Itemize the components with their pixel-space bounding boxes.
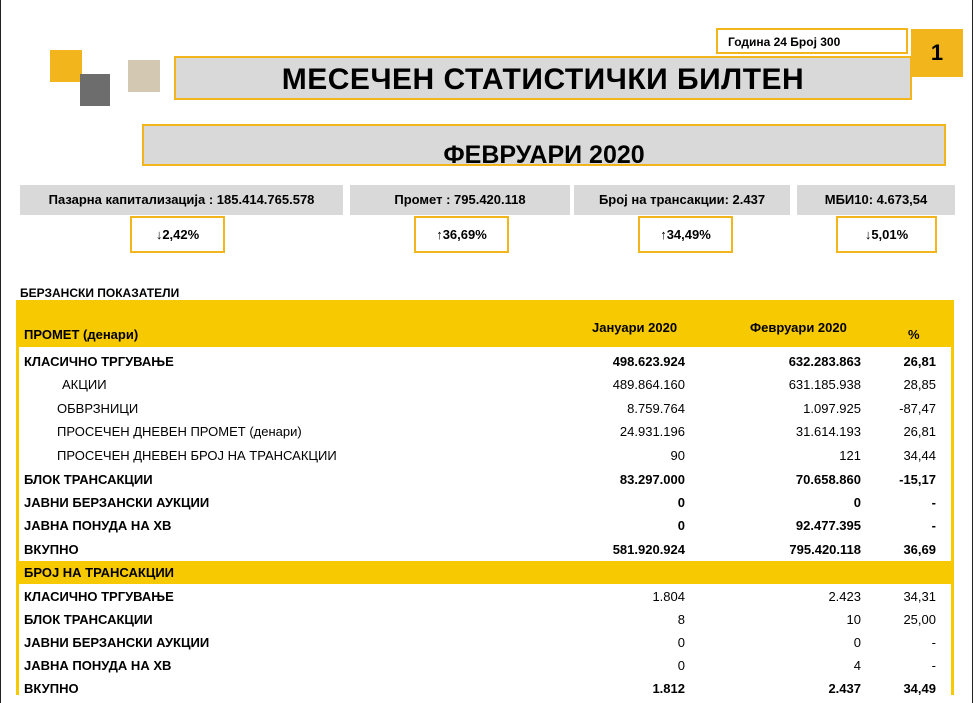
table-row — [19, 631, 951, 654]
kpi-market-cap-change: ↓2,42% — [130, 216, 225, 253]
row-february: 0 — [853, 635, 861, 650]
table-row — [19, 677, 951, 700]
row-percent: - — [931, 518, 936, 533]
row-percent: - — [931, 658, 936, 673]
row-label: ОБВРЗНИЦИ — [57, 401, 139, 416]
row-label: АКЦИИ — [62, 377, 107, 392]
row-january: 581.920.924 — [612, 542, 685, 557]
kpi-mbi10-change: ↓5,01% — [836, 216, 937, 253]
row-january: 0 — [677, 658, 685, 673]
table-row — [19, 585, 951, 608]
table-row — [19, 514, 951, 537]
month-title: ФЕВРУАРИ 2020 — [142, 124, 946, 166]
row-percent: 28,85 — [903, 377, 936, 392]
table-section-band — [19, 561, 951, 584]
bulletin-title: МЕСЕЧЕН СТАТИСТИЧКИ БИЛТЕН — [174, 56, 912, 100]
row-january: 90 — [670, 448, 685, 463]
row-february: 70.658.860 — [795, 472, 861, 487]
row-percent: 36,69 — [903, 542, 936, 557]
row-label: ВКУПНО — [24, 681, 79, 696]
header-percent: % — [908, 327, 920, 342]
row-january: 0 — [677, 495, 685, 510]
header-january: Јануари 2020 — [592, 320, 678, 335]
kpi-mbi10: МБИ10: 4.673,54 — [797, 185, 955, 215]
row-january: 83.297.000 — [619, 472, 685, 487]
logo-square-gray — [80, 74, 110, 106]
row-february: 2.423 — [828, 589, 861, 604]
kpi-market-cap: Пазарна капитализација : 185.414.765.578 — [20, 185, 343, 215]
kpi-turnover: Промет : 795.420.118 — [350, 185, 570, 215]
row-label: ЈАВНИ БЕРЗАНСКИ АУКЦИИ — [24, 635, 210, 650]
table-row — [19, 538, 951, 561]
row-label: ВКУПНО — [24, 542, 79, 557]
page-number: 1 — [911, 29, 963, 77]
row-label: ПРОСЕЧЕН ДНЕВЕН БРОЈ НА ТРАНСАКЦИИ — [57, 448, 337, 463]
page-edge-right — [972, 0, 973, 703]
table-row — [19, 491, 951, 514]
issue-label: Година 24 Број 300 — [716, 28, 908, 54]
row-february: 795.420.118 — [789, 542, 861, 557]
table-header — [19, 303, 951, 347]
logo-square-beige — [128, 60, 160, 92]
row-february: 2.437 — [828, 681, 861, 696]
row-january: 8 — [677, 612, 685, 627]
row-label: ЈАВНА ПОНУДА НА ХВ — [24, 658, 172, 673]
table-row — [19, 397, 951, 420]
row-label: БРОЈ НА ТРАНСАКЦИИ — [24, 565, 175, 580]
row-percent: 34,49 — [903, 681, 936, 696]
table-row — [19, 444, 951, 467]
row-january: 1.812 — [652, 681, 685, 696]
row-january: 0 — [677, 518, 685, 533]
row-january: 0 — [677, 635, 685, 650]
table-row — [19, 654, 951, 677]
table-row — [19, 350, 951, 373]
row-percent: - — [931, 495, 936, 510]
row-percent: 26,81 — [903, 424, 936, 439]
row-february: 121 — [839, 448, 861, 463]
kpi-turnover-change: ↑36,69% — [414, 216, 509, 253]
row-january: 498.623.924 — [612, 354, 685, 369]
row-january: 1.804 — [652, 589, 685, 604]
row-label: ПРОСЕЧЕН ДНЕВЕН ПРОМЕТ (денари) — [57, 424, 302, 439]
row-percent: -15,17 — [899, 472, 936, 487]
row-label: ЈАВНИ БЕРЗАНСКИ АУКЦИИ — [24, 495, 210, 510]
header-turnover-label: ПРОМЕТ (денари) — [24, 327, 139, 342]
row-february: 4 — [853, 658, 861, 673]
row-february: 31.614.193 — [795, 424, 861, 439]
row-percent: 34,31 — [903, 589, 936, 604]
row-january: 8.759.764 — [627, 401, 685, 416]
row-label: БЛОК ТРАНСАКЦИИ — [24, 472, 153, 487]
row-percent: 25,00 — [903, 612, 936, 627]
table-row — [19, 420, 951, 443]
kpi-transactions-change: ↑34,49% — [638, 216, 733, 253]
row-percent: 34,44 — [903, 448, 936, 463]
row-february: 1.097.925 — [803, 401, 861, 416]
kpi-transactions: Број на трансакции: 2.437 — [574, 185, 790, 215]
section-label: БЕРЗАНСКИ ПОКАЗАТЕЛИ — [20, 286, 180, 300]
row-percent: 26,81 — [903, 354, 936, 369]
row-label: БЛОК ТРАНСАКЦИИ — [24, 612, 153, 627]
row-february: 10 — [846, 612, 861, 627]
header-february: Февруари 2020 — [750, 320, 847, 335]
stock-indicators-table — [16, 300, 954, 695]
row-percent: - — [931, 635, 936, 650]
row-label: КЛАСИЧНО ТРГУВАЊЕ — [24, 589, 174, 604]
row-february: 0 — [853, 495, 861, 510]
logo-square-yellow — [50, 50, 82, 82]
row-percent: -87,47 — [899, 401, 936, 416]
row-january: 24.931.196 — [619, 424, 685, 439]
row-label: КЛАСИЧНО ТРГУВАЊЕ — [24, 354, 174, 369]
row-label: ЈАВНА ПОНУДА НА ХВ — [24, 518, 172, 533]
row-february: 632.283.863 — [788, 354, 861, 369]
row-february: 92.477.395 — [795, 518, 861, 533]
table-row — [19, 373, 951, 396]
table-row — [19, 608, 951, 631]
page-edge-left — [0, 0, 1, 703]
row-february: 631.185.938 — [788, 377, 861, 392]
table-row — [19, 468, 951, 491]
row-january: 489.864.160 — [612, 377, 685, 392]
